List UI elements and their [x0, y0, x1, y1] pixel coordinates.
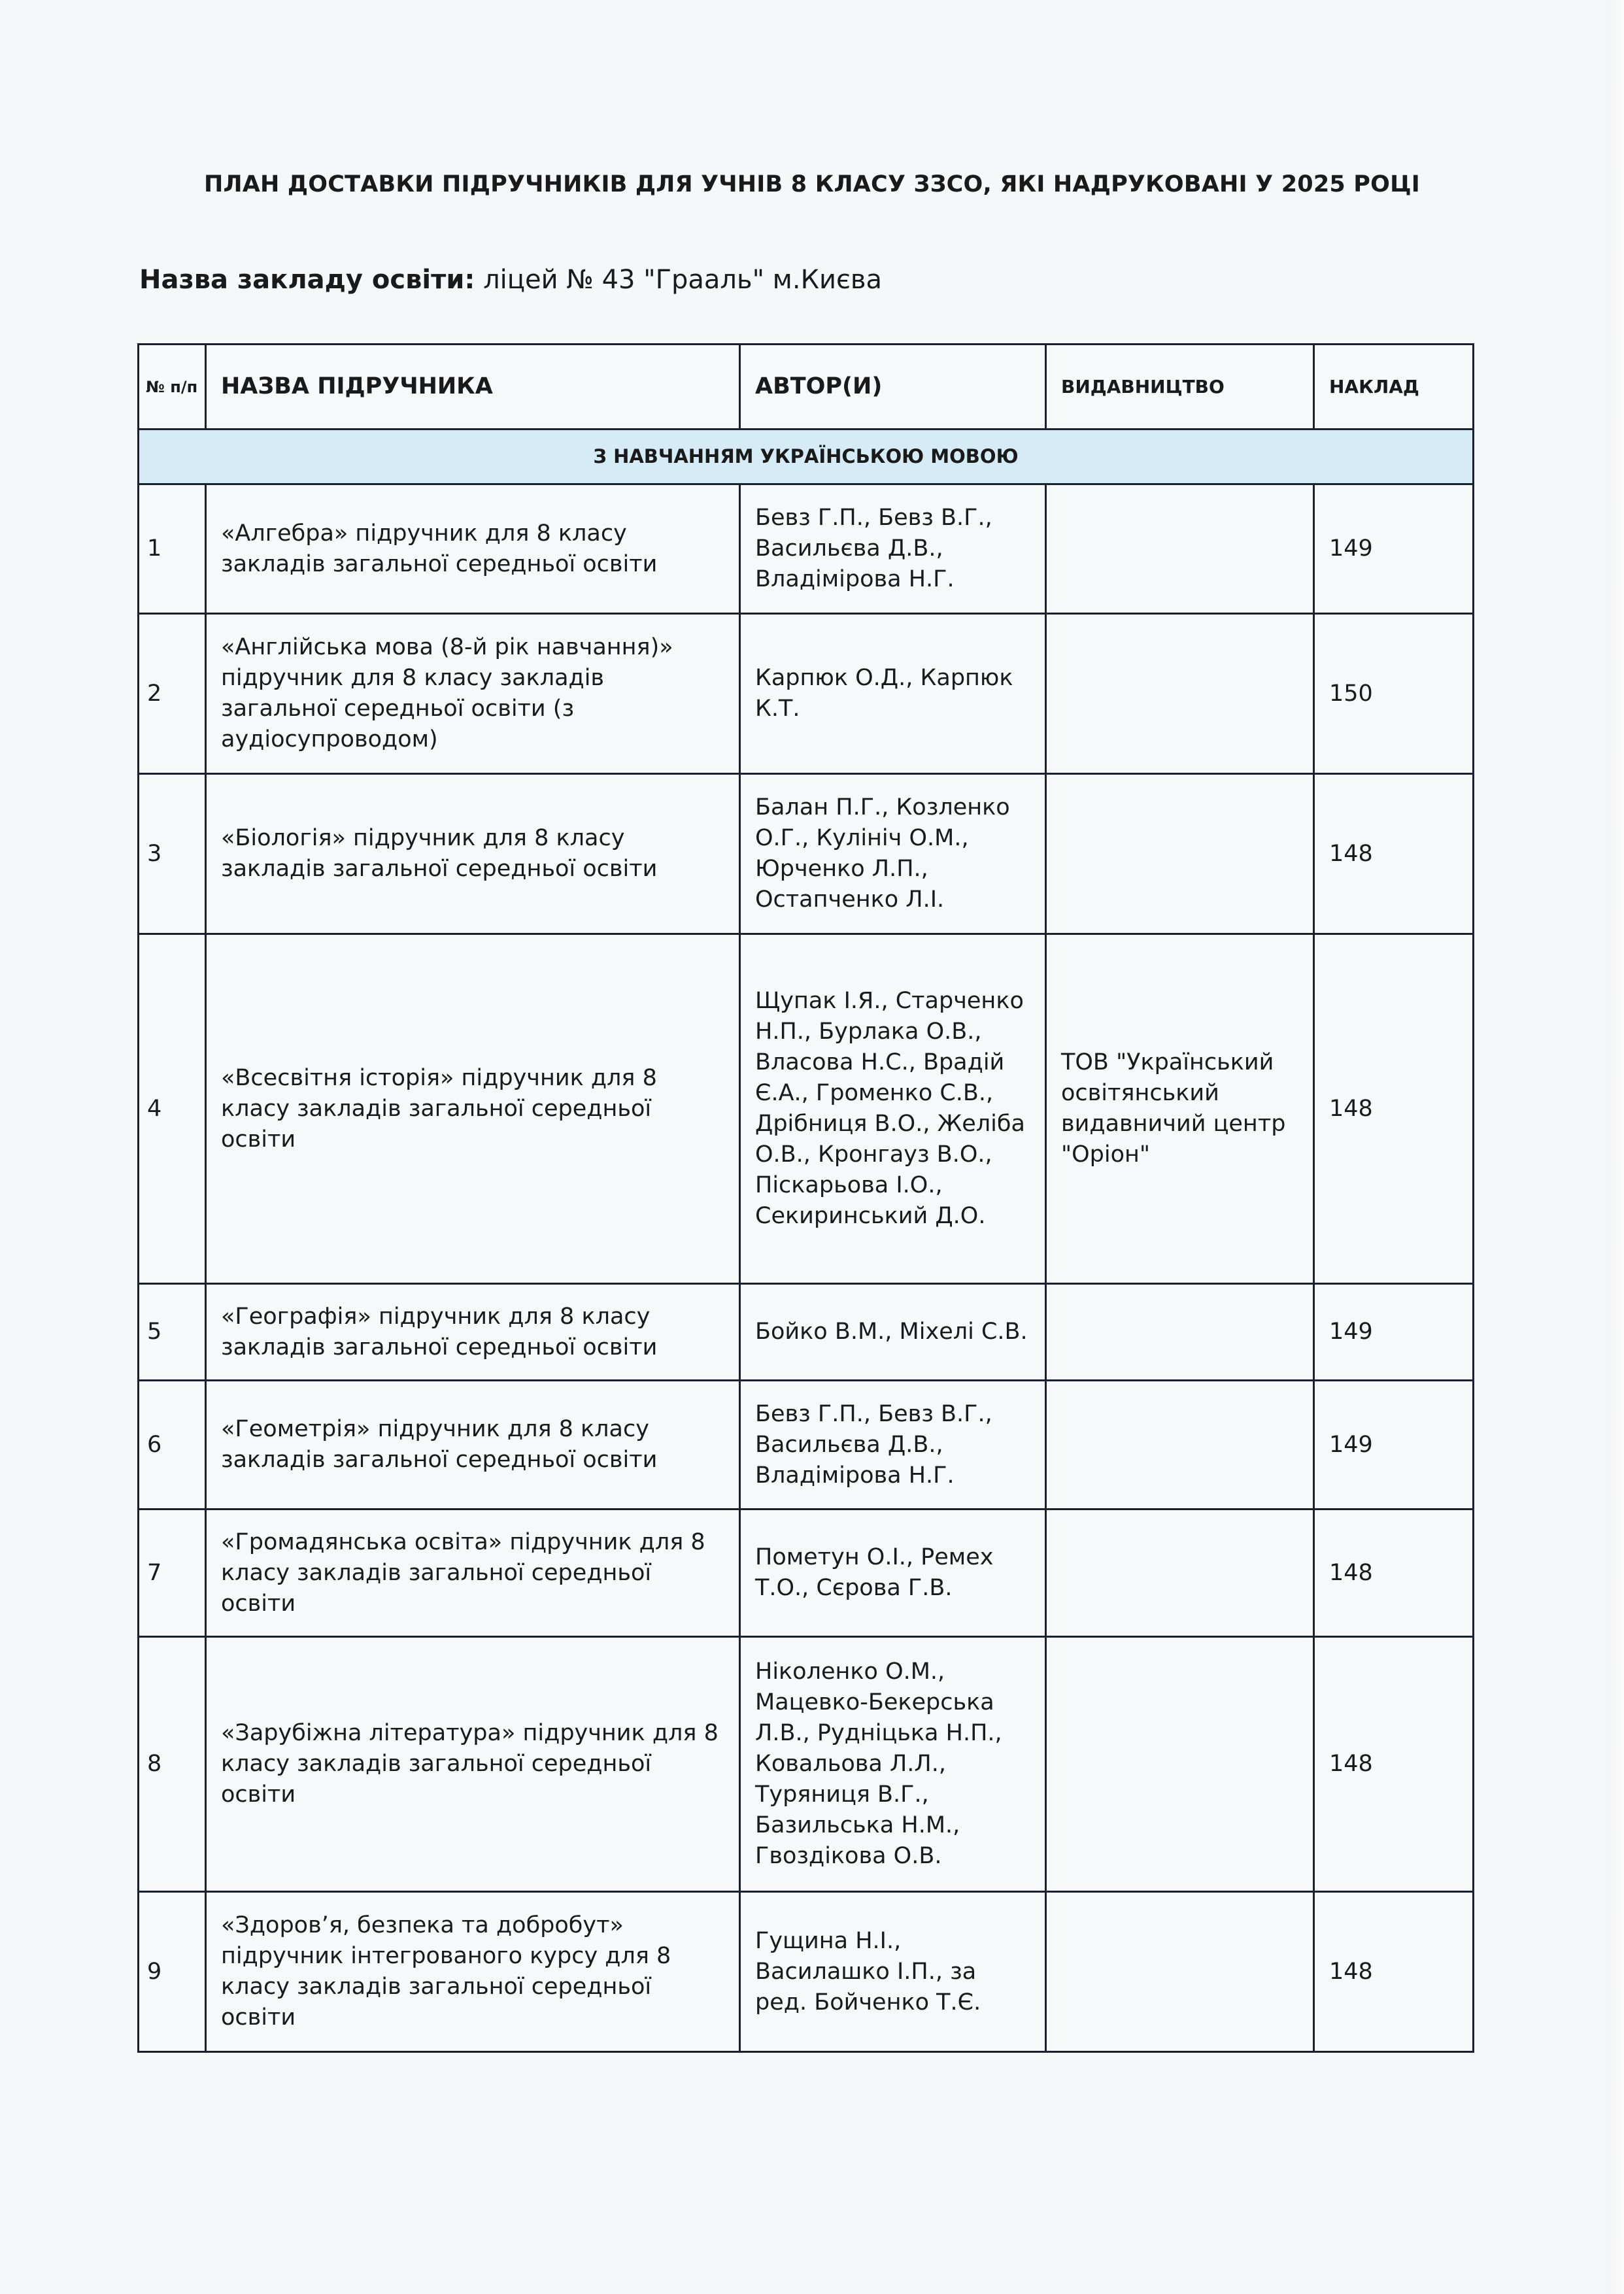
- table-row: [139, 934, 1474, 1284]
- cell-quantity: 148: [1314, 1637, 1474, 1892]
- cell-quantity: 148: [1314, 1510, 1474, 1637]
- cell-authors: Щупак І.Я., Старченко Н.П., Бурлака О.В., Власова Н.С., Врадій Є.А., Громенко С.В., Дрібниця В.О., Желіба О.В., Кронгауз В.О., Піскарьова І.О., Секиринський Д.О.: [740, 934, 1046, 1284]
- cell-num: 5: [139, 1284, 206, 1381]
- document-title: ПЛАН ДОСТАВКИ ПІДРУЧНИКІВ ДЛЯ УЧНІВ 8 КЛАСУ ЗЗСО, ЯКІ НАДРУКОВАНІ У 2025 РОЦІ: [203, 171, 1421, 197]
- cell-publisher: [1046, 484, 1314, 614]
- cell-quantity: 150: [1314, 614, 1474, 774]
- table-header-row: [139, 345, 1474, 430]
- cell-quantity: 149: [1314, 1284, 1474, 1381]
- cell-title: «Географія» підручник для 8 класу закладів загальної середньої освіти: [206, 1284, 740, 1381]
- cell-quantity: 148: [1314, 774, 1474, 934]
- scan-page-edge: [1606, 0, 1624, 2294]
- cell-authors: Пометун О.І., Ремех Т.О., Сєрова Г.В.: [740, 1510, 1046, 1637]
- table-row: [139, 614, 1474, 774]
- table-row: [139, 484, 1474, 614]
- cell-num: 7: [139, 1510, 206, 1637]
- cell-num: 3: [139, 774, 206, 934]
- cell-title: «Здоров’я, безпека та добробут» підручник інтегрованого курсу для 8 класу закладів загальної середньої освіти: [206, 1892, 740, 2052]
- institution-label: Назва закладу освіти:: [139, 265, 475, 295]
- table-row: [139, 774, 1474, 934]
- table-row: [139, 1892, 1474, 2052]
- section-label: З НАВЧАННЯМ УКРАЇНСЬКОЮ МОВОЮ: [139, 430, 1474, 484]
- textbook-delivery-table: [137, 343, 1474, 2053]
- cell-title: «Алгебра» підручник для 8 класу закладів загальної середньої освіти: [206, 484, 740, 614]
- cell-authors: Балан П.Г., Козленко О.Г., Кулініч О.М., Юрченко Л.П., Остапченко Л.І.: [740, 774, 1046, 934]
- cell-title: «Зарубіжна література» підручник для 8 класу закладів загальної середньої освіти: [206, 1637, 740, 1892]
- cell-authors: Ніколенко О.М., Мацевко-Бекерська Л.В., Рудніцька Н.П., Ковальова Л.Л., Туряниця В.Г., Базильська Н.М., Гвоздікова О.В.: [740, 1637, 1046, 1892]
- cell-title: «Англійська мова (8-й рік навчання)» підручник для 8 класу закладів загальної середньої освіти (з аудіосупроводом): [206, 614, 740, 774]
- cell-num: 6: [139, 1381, 206, 1510]
- cell-authors: Бевз Г.П., Бевз В.Г., Васильєва Д.В., Владімірова Н.Г.: [740, 1381, 1046, 1510]
- cell-publisher: [1046, 1284, 1314, 1381]
- cell-authors: Бевз Г.П., Бевз В.Г., Васильєва Д.В., Владімірова Н.Г.: [740, 484, 1046, 614]
- cell-quantity: 148: [1314, 934, 1474, 1284]
- cell-authors: Карпюк О.Д., Карпюк К.Т.: [740, 614, 1046, 774]
- cell-publisher: [1046, 774, 1314, 934]
- cell-num: 2: [139, 614, 206, 774]
- cell-title: «Всесвітня історія» підручник для 8 класу закладів загальної середньої освіти: [206, 934, 740, 1284]
- cell-title: «Біологія» підручник для 8 класу закладів загальної середньої освіти: [206, 774, 740, 934]
- cell-quantity: 149: [1314, 484, 1474, 614]
- cell-num: 8: [139, 1637, 206, 1892]
- cell-num: 4: [139, 934, 206, 1284]
- cell-quantity: 148: [1314, 1892, 1474, 2052]
- cell-publisher: [1046, 1637, 1314, 1892]
- header-publisher: ВИДАВНИЦТВО: [1046, 345, 1314, 430]
- table-row: [139, 1510, 1474, 1637]
- header-authors: АВТОР(И): [740, 345, 1046, 430]
- table-row: [139, 1381, 1474, 1510]
- table-row: [139, 1637, 1474, 1892]
- header-quantity: НАКЛАД: [1314, 345, 1474, 430]
- cell-title: «Геометрія» підручник для 8 класу закладів загальної середньої освіти: [206, 1381, 740, 1510]
- cell-num: 1: [139, 484, 206, 614]
- cell-authors: Гущина Н.І., Василашко І.П., за ред. Бойченко Т.Є.: [740, 1892, 1046, 2052]
- cell-publisher: [1046, 1892, 1314, 2052]
- cell-quantity: 149: [1314, 1381, 1474, 1510]
- cell-title: «Громадянська освіта» підручник для 8 класу закладів загальної середньої освіти: [206, 1510, 740, 1637]
- cell-publisher: [1046, 1510, 1314, 1637]
- cell-authors: Бойко В.М., Міхелі С.В.: [740, 1284, 1046, 1381]
- cell-publisher: [1046, 614, 1314, 774]
- table-row: [139, 1284, 1474, 1381]
- institution-value: ліцей № 43 "Грааль" м.Києва: [483, 265, 883, 295]
- cell-publisher: [1046, 1381, 1314, 1510]
- header-title: НАЗВА ПІДРУЧНИКА: [206, 345, 740, 430]
- cell-publisher: ТОВ "Український освітянський видавничий центр "Оріон": [1046, 934, 1314, 1284]
- institution-line: [139, 265, 882, 295]
- header-num: № п/п: [139, 345, 206, 430]
- section-row: [139, 430, 1474, 484]
- cell-num: 9: [139, 1892, 206, 2052]
